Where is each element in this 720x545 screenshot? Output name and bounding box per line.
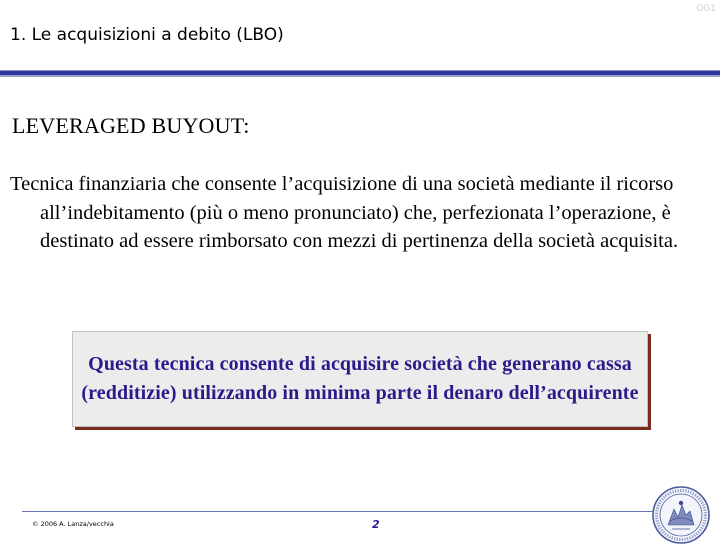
title-divider [0, 70, 720, 77]
page-number: 2 [372, 518, 380, 531]
callout-text: Questa tecnica consente di acquisire società che generano cassa (redditizie) utilizzando in minima parte il denaro dell’acquirente [81, 353, 639, 404]
copyright-notice: © 2006 A. Lanza/vecchia [32, 520, 114, 528]
slide-code: OG1 [696, 4, 716, 14]
university-seal-icon [648, 485, 714, 545]
section-heading: LEVERAGED BUYOUT: [12, 113, 250, 138]
definition-paragraph: Tecnica finanziaria che consente l’acquisizione di una società mediante il ricorso all’indebitamento (più o meno pronunciato) che, perfezionata l’operazione, è destinato ad essere rimborsato con mezzi di pertinenza della società acquisita. [10, 173, 679, 252]
slide-title: 1. Le acquisizioni a debito (LBO) [10, 25, 284, 45]
callout-box [72, 331, 648, 427]
footer-divider [22, 511, 698, 512]
